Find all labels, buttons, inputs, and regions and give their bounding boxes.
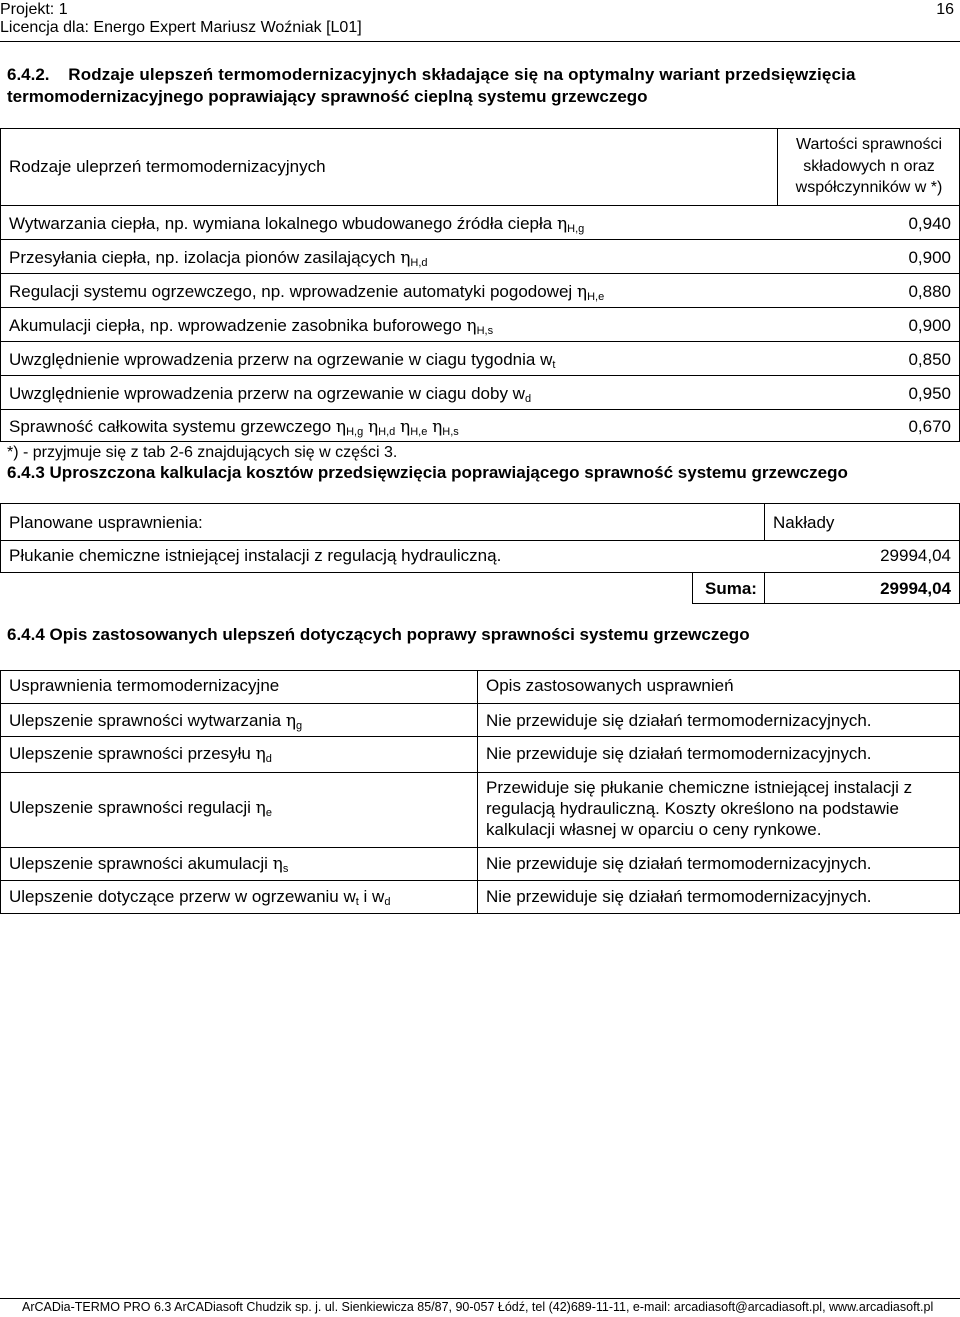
row-value: 0,880 (908, 282, 951, 301)
table-row (1, 341, 959, 375)
total-row (1, 409, 959, 442)
footer-text: ArCADia-TERMO PRO 6.3 ArCADiasoft Chudzik sp. j. ul. Sienkiewicza 85/87, 90-057 Łódź, tel (42)689-11-11, e-mail: arcadiasoft@arcadiasoft.pl, www.arcadiasoft.pl (22, 1300, 934, 1314)
footnote: *) - przyjmuje się z tab 2-6 znajdujących się w części 3. (7, 444, 398, 461)
table-row (1, 540, 959, 573)
page-number: 16 (936, 1, 954, 18)
row-value: 0,950 (908, 384, 951, 403)
total-value: 0,670 (908, 417, 951, 436)
row-value: 0,900 (908, 316, 951, 335)
license-label: Licencja dla: Energo Expert Mariusz Woźniak [L01] (0, 19, 362, 36)
col-header-improvements: Rodzaje uleprzeń termomodernizacyjnych (9, 157, 326, 176)
cost-row-description: Płukanie chemiczne istniejącej instalacji z regulacją hydrauliczną. (9, 546, 502, 565)
footer-divider (0, 1298, 960, 1299)
row-description: Przesyłania ciepła, np. izolacja pionów zasilających $\eta_{H,d}$ (9, 248, 428, 269)
table-row (1, 375, 959, 409)
col-header-costs: Nakłady (773, 513, 835, 532)
row-value: 0,900 (908, 248, 951, 267)
improvement-desc-line: regulacją hydrauliczną. Koszty określono na podstawie (486, 799, 899, 818)
table-row (1, 273, 959, 307)
column-divider (764, 573, 765, 603)
project-label: Projekt: 1 (0, 1, 68, 18)
header-block (0, 1, 362, 37)
row-value: 0,940 (908, 214, 951, 233)
improvement-label: Ulepszenie dotyczące przerw w ogrzewaniu $w_t$ i $w_d$ (9, 887, 391, 908)
improvement-label: Ulepszenie sprawności regulacji $\eta_e$ (9, 798, 272, 819)
cost-table (0, 503, 960, 573)
improvement-desc: Nie przewiduje się działań termomodernizacyjnych. (486, 887, 872, 906)
col-header-planned: Planowane usprawnienia: (9, 513, 203, 532)
col-header-values-2: składowych n oraz (803, 158, 935, 175)
improvement-label: Ulepszenie sprawności wytwarzania $\eta_g$ (9, 711, 303, 732)
table-row (1, 847, 959, 880)
row-value: 0,850 (908, 350, 951, 369)
table-row (1, 239, 959, 273)
section-642-title (7, 64, 957, 86)
improvement-label: Ulepszenie sprawności przesyłu $\eta_d$ (9, 744, 272, 765)
sum-value: 29994,04 (880, 579, 951, 598)
improvement-desc-line: kalkulacji własnej w oparciu o ceny rynkowe. (486, 820, 822, 839)
improvement-desc: Nie przewiduje się działań termomodernizacyjnych. (486, 854, 872, 873)
improvement-label: Ulepszenie sprawności akumulacji $\eta_s$ (9, 854, 289, 875)
row-description: Wytwarzania ciepła, np. wymiana lokalnego wbudowanego źródła ciepła $\eta_{H,g}$ (9, 214, 585, 235)
section-643-title: 6.4.3 Uproszczona kalkulacja kosztów przedsięwzięcia poprawiającego sprawność systemu grzewczego (7, 463, 848, 482)
header-divider (0, 41, 960, 42)
cost-row-value: 29994,04 (880, 546, 951, 565)
row-description: Uwzględnienie wprowadzenia przerw na ogrzewanie w ciagu tygodnia $w_t$ (9, 350, 556, 371)
improvement-desc: Nie przewiduje się działań termomodernizacyjnych. (486, 711, 872, 730)
improvement-desc: Nie przewiduje się działań termomodernizacyjnych. (486, 744, 872, 763)
col-header-description: Opis zastosowanych usprawnień (486, 676, 734, 695)
col-header-values-1: Wartości sprawności (795, 136, 943, 153)
improvement-desc-line: Przewiduje się płukanie chemiczne istniejącej instalacji z (486, 778, 913, 797)
section-644-title: 6.4.4 Opis zastosowanych ulepszeń dotyczących poprawy sprawności systemu grzewczego (7, 625, 750, 644)
total-description: Sprawność całkowita systemu grzewczego $\eta_{H,g}$ $\eta_{H,d}$ $\eta_{H,e}$ $\eta_{H,s}$ (9, 417, 459, 438)
column-divider (764, 504, 765, 540)
table-row (1, 880, 959, 914)
col-header-improvements: Usprawnienia termomodernizacyjne (9, 676, 280, 695)
sum-label: Suma: (705, 579, 757, 598)
section-642-title-line2: termomodernizacyjnego poprawiający sprawność cieplną systemu grzewczego (7, 87, 648, 106)
table-row (1, 736, 959, 772)
table-row (1, 307, 959, 341)
section-642-title-line1: Rodzaje ulepszeń termomodernizacyjnych składające się na optymalny wariant przedsięwzięcia (68, 65, 856, 84)
column-divider (777, 129, 778, 205)
description-table (0, 670, 960, 914)
row-description: Akumulacji ciepła, np. wprowadzenie zasobnika buforowego $\eta_{H,s}$ (9, 316, 494, 337)
row-description: Regulacji systemu ogrzewczego, np. wprowadzenie automatyki pogodowej $\eta_{H,e}$ (9, 282, 605, 303)
sum-box (692, 572, 960, 604)
table-row (1, 703, 959, 736)
efficiency-table (0, 128, 960, 442)
col-header-values-3: współczynników w *) (795, 179, 943, 196)
row-description: Uwzględnienie wprowadzenia przerw na ogrzewanie w ciagu doby $w_d$ (9, 384, 532, 405)
table-row (1, 205, 959, 239)
section-642-number: 6.4.2. (7, 65, 50, 84)
table-row (1, 772, 959, 847)
